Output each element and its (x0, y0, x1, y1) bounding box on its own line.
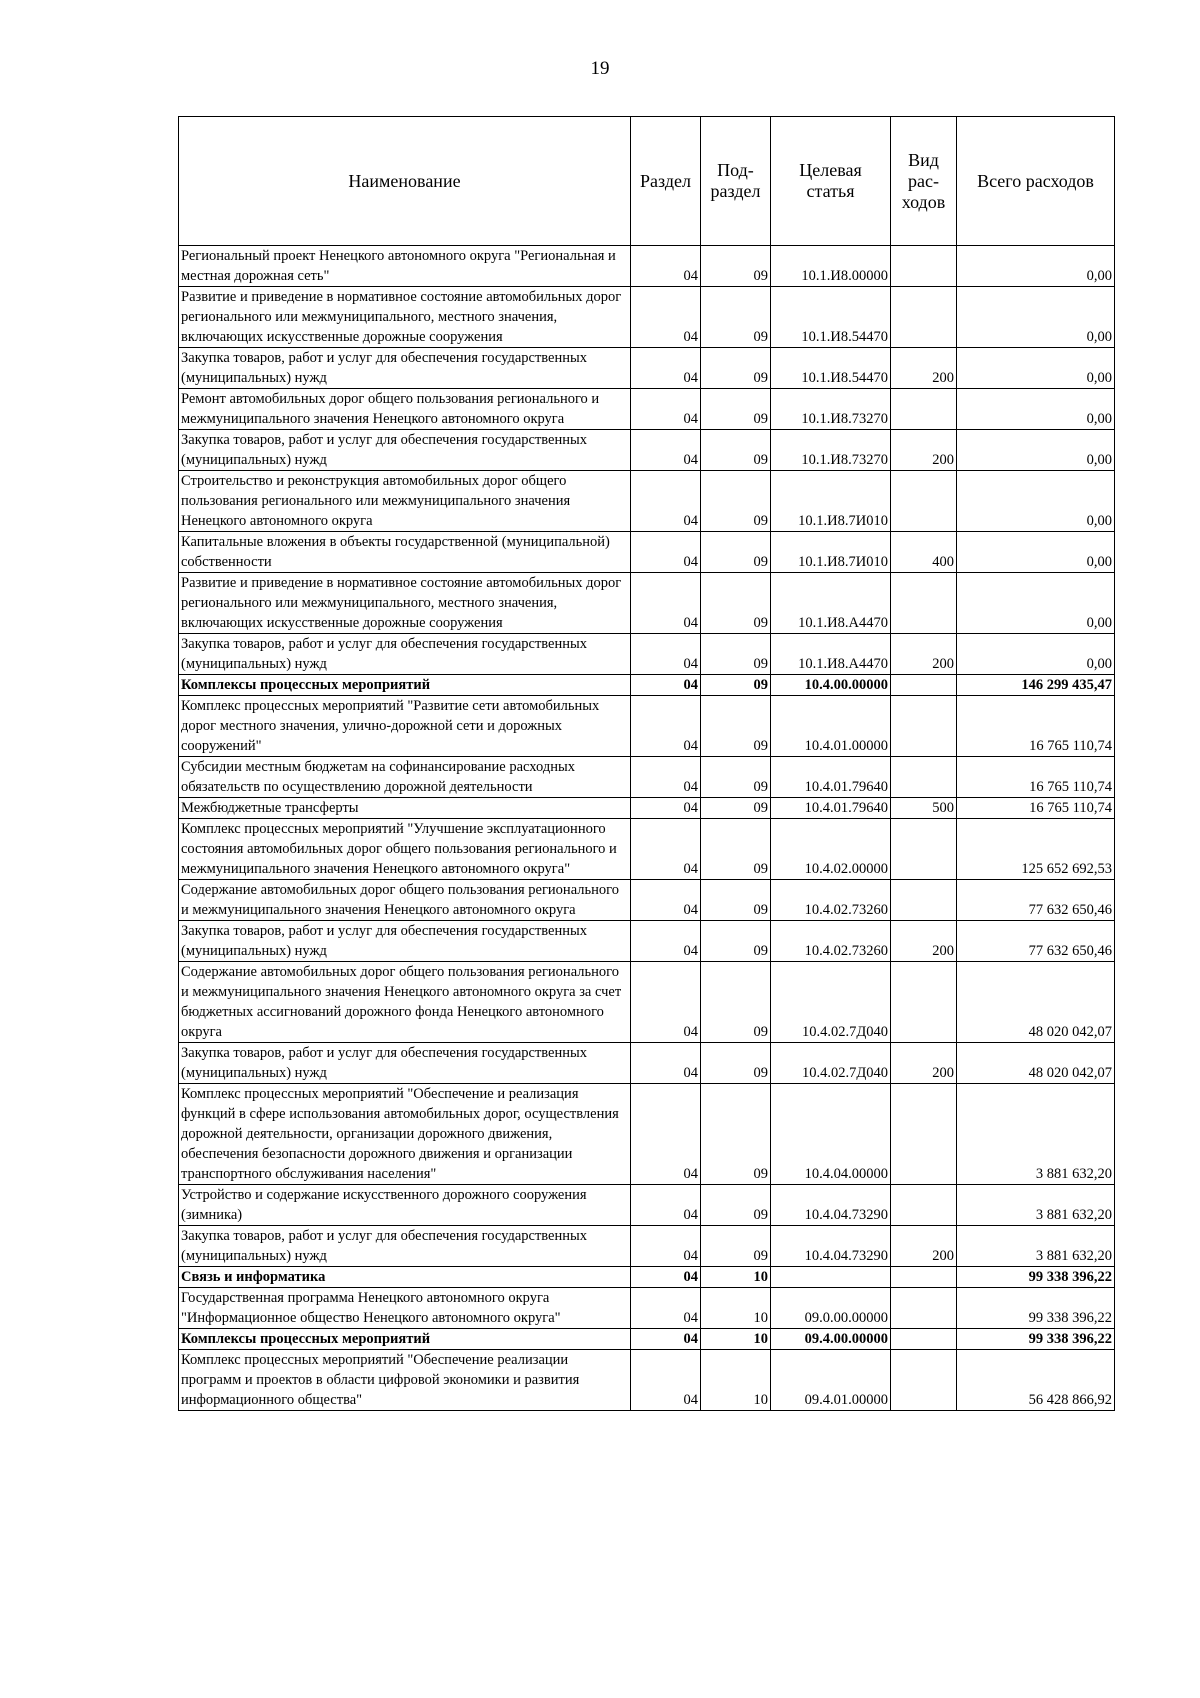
header-section: Раздел (631, 117, 701, 246)
cell-subsection: 10 (701, 1329, 771, 1350)
page-number: 19 (590, 58, 610, 79)
cell-section: 04 (631, 471, 701, 532)
table-row (179, 1084, 1115, 1185)
header-subsection: Под- раздел (701, 117, 771, 246)
table-row (179, 573, 1115, 634)
cell-target: 10.4.00.00000 (771, 675, 891, 696)
cell-kind (891, 675, 957, 696)
table-row (179, 430, 1115, 471)
table-row (179, 1185, 1115, 1226)
cell-target: 10.4.01.79640 (771, 757, 891, 798)
table-row (179, 634, 1115, 675)
cell-kind (891, 1084, 957, 1185)
cell-target: 09.4.01.00000 (771, 1350, 891, 1411)
cell-target: 10.4.01.79640 (771, 798, 891, 819)
cell-total: 48 020 042,07 (957, 1043, 1115, 1084)
cell-section: 04 (631, 921, 701, 962)
cell-target: 10.1.И8.73270 (771, 389, 891, 430)
cell-kind (891, 1288, 957, 1329)
cell-subsection: 09 (701, 798, 771, 819)
cell-target: 09.0.00.00000 (771, 1288, 891, 1329)
cell-section: 04 (631, 880, 701, 921)
cell-total: 0,00 (957, 573, 1115, 634)
table-body (179, 246, 1115, 1411)
budget-table (178, 116, 1115, 1411)
table-row (179, 287, 1115, 348)
cell-subsection: 09 (701, 634, 771, 675)
cell-target: 10.4.02.73260 (771, 880, 891, 921)
cell-name: Содержание автомобильных дорог общего пользования регионального и межмуниципального значения Ненецкого автономного округа (179, 880, 631, 921)
cell-target: 10.4.02.73260 (771, 921, 891, 962)
cell-subsection: 09 (701, 348, 771, 389)
cell-section: 04 (631, 1226, 701, 1267)
cell-target: 10.4.04.00000 (771, 1084, 891, 1185)
cell-subsection: 09 (701, 1043, 771, 1084)
cell-subsection: 09 (701, 757, 771, 798)
cell-kind (891, 1350, 957, 1411)
table-row (179, 471, 1115, 532)
cell-kind (891, 573, 957, 634)
cell-name: Региональный проект Ненецкого автономного округа "Региональная и местная дорожная сеть" (179, 246, 631, 287)
cell-target: 10.4.01.00000 (771, 696, 891, 757)
cell-section: 04 (631, 389, 701, 430)
cell-total: 16 765 110,74 (957, 696, 1115, 757)
cell-total: 0,00 (957, 471, 1115, 532)
cell-section: 04 (631, 962, 701, 1043)
cell-total: 99 338 396,22 (957, 1267, 1115, 1288)
cell-section: 04 (631, 634, 701, 675)
cell-total: 16 765 110,74 (957, 757, 1115, 798)
cell-name: Комплекс процессных мероприятий "Развитие сети автомобильных дорог местного значения, улично-дорожной сети и дорожных сооружений" (179, 696, 631, 757)
cell-target: 10.1.И8.00000 (771, 246, 891, 287)
cell-kind (891, 880, 957, 921)
cell-name: Комплексы процессных мероприятий (179, 1329, 631, 1350)
cell-section: 04 (631, 1185, 701, 1226)
cell-target: 10.1.И8.73270 (771, 430, 891, 471)
cell-section: 04 (631, 287, 701, 348)
cell-name: Развитие и приведение в нормативное состояние автомобильных дорог регионального или межмуниципального, местного значения, включающих искусственные дорожные сооружения (179, 573, 631, 634)
cell-name: Строительство и реконструкция автомобильных дорог общего пользования регионального или межмуниципального значения Ненецкого автономного округа (179, 471, 631, 532)
table-header-row (179, 117, 1115, 246)
cell-name: Государственная программа Ненецкого автономного округа "Информационное общество Ненецкого автономного округа" (179, 1288, 631, 1329)
cell-target: 10.1.И8.А4470 (771, 634, 891, 675)
cell-section: 04 (631, 696, 701, 757)
cell-total: 56 428 866,92 (957, 1350, 1115, 1411)
cell-target: 10.1.И8.А4470 (771, 573, 891, 634)
cell-kind (891, 1329, 957, 1350)
cell-section: 04 (631, 1350, 701, 1411)
cell-total: 99 338 396,22 (957, 1329, 1115, 1350)
cell-target: 10.4.02.00000 (771, 819, 891, 880)
header-total: Всего расходов (957, 117, 1115, 246)
cell-section: 04 (631, 819, 701, 880)
cell-section: 04 (631, 532, 701, 573)
cell-name: Закупка товаров, работ и услуг для обеспечения государственных (муниципальных) нужд (179, 1043, 631, 1084)
cell-section: 04 (631, 757, 701, 798)
cell-kind: 400 (891, 532, 957, 573)
cell-section: 04 (631, 1267, 701, 1288)
cell-total: 0,00 (957, 348, 1115, 389)
cell-kind (891, 389, 957, 430)
cell-subsection: 09 (701, 471, 771, 532)
cell-total: 16 765 110,74 (957, 798, 1115, 819)
cell-section: 04 (631, 348, 701, 389)
table-row (179, 675, 1115, 696)
cell-total: 0,00 (957, 287, 1115, 348)
cell-name: Капитальные вложения в объекты государственной (муниципальной) собственности (179, 532, 631, 573)
cell-subsection: 09 (701, 819, 771, 880)
table-row (179, 532, 1115, 573)
cell-subsection: 09 (701, 1084, 771, 1185)
cell-target: 10.1.И8.7И010 (771, 532, 891, 573)
cell-target: 10.4.02.7Д040 (771, 962, 891, 1043)
cell-kind (891, 1267, 957, 1288)
table-row (179, 962, 1115, 1043)
cell-name: Закупка товаров, работ и услуг для обеспечения государственных (муниципальных) нужд (179, 921, 631, 962)
cell-section: 04 (631, 1288, 701, 1329)
cell-target: 10.4.04.73290 (771, 1226, 891, 1267)
cell-subsection: 09 (701, 1185, 771, 1226)
cell-target: 09.4.00.00000 (771, 1329, 891, 1350)
cell-total: 3 881 632,20 (957, 1226, 1115, 1267)
cell-section: 04 (631, 1043, 701, 1084)
cell-total: 0,00 (957, 246, 1115, 287)
cell-name: Закупка товаров, работ и услуг для обеспечения государственных (муниципальных) нужд (179, 430, 631, 471)
cell-target: 10.1.И8.54470 (771, 348, 891, 389)
cell-kind (891, 819, 957, 880)
cell-target: 10.4.04.73290 (771, 1185, 891, 1226)
cell-subsection: 09 (701, 880, 771, 921)
cell-name: Связь и информатика (179, 1267, 631, 1288)
header-kind: Вид рас- ходов (891, 117, 957, 246)
cell-total: 3 881 632,20 (957, 1185, 1115, 1226)
cell-name: Ремонт автомобильных дорог общего пользования регионального и межмуниципального значения Ненецкого автономного округа (179, 389, 631, 430)
cell-kind (891, 1185, 957, 1226)
cell-name: Закупка товаров, работ и услуг для обеспечения государственных (муниципальных) нужд (179, 634, 631, 675)
cell-section: 04 (631, 246, 701, 287)
cell-subsection: 09 (701, 430, 771, 471)
table-row (179, 1226, 1115, 1267)
table-row (179, 246, 1115, 287)
cell-name: Комплекс процессных мероприятий "Обеспечение реализации программ и проектов в области цифровой экономики и развития информационного общества" (179, 1350, 631, 1411)
cell-kind (891, 962, 957, 1043)
cell-kind: 200 (891, 348, 957, 389)
cell-subsection: 09 (701, 246, 771, 287)
cell-kind (891, 696, 957, 757)
cell-target: 10.4.02.7Д040 (771, 1043, 891, 1084)
header-target: Целевая статья (771, 117, 891, 246)
table-row (179, 1350, 1115, 1411)
cell-subsection: 10 (701, 1288, 771, 1329)
table-row (179, 880, 1115, 921)
table-row (179, 819, 1115, 880)
cell-subsection: 09 (701, 696, 771, 757)
cell-name: Содержание автомобильных дорог общего пользования регионального и межмуниципального значения Ненецкого автономного округа за счет бюджетных ассигнований дорожного фонда Ненецкого автономного округа (179, 962, 631, 1043)
cell-name: Закупка товаров, работ и услуг для обеспечения государственных (муниципальных) нужд (179, 348, 631, 389)
cell-name: Субсидии местным бюджетам на софинансирование расходных обязательств по осуществлению дорожной деятельности (179, 757, 631, 798)
cell-total: 77 632 650,46 (957, 880, 1115, 921)
cell-kind: 200 (891, 634, 957, 675)
cell-kind: 200 (891, 921, 957, 962)
cell-subsection: 09 (701, 532, 771, 573)
table-row (179, 757, 1115, 798)
cell-section: 04 (631, 573, 701, 634)
cell-subsection: 09 (701, 921, 771, 962)
table-row (179, 1267, 1115, 1288)
cell-total: 0,00 (957, 634, 1115, 675)
cell-total: 3 881 632,20 (957, 1084, 1115, 1185)
cell-subsection: 09 (701, 675, 771, 696)
cell-section: 04 (631, 798, 701, 819)
cell-subsection: 09 (701, 573, 771, 634)
cell-subsection: 10 (701, 1350, 771, 1411)
table-row (179, 348, 1115, 389)
table-row (179, 696, 1115, 757)
table-row (179, 1043, 1115, 1084)
cell-section: 04 (631, 430, 701, 471)
cell-name: Межбюджетные трансферты (179, 798, 631, 819)
cell-name: Комплекс процессных мероприятий "Улучшение эксплуатационного состояния автомобильных дорог общего пользования регионального и межмуниципального значения Ненецкого автономного округа" (179, 819, 631, 880)
cell-name: Развитие и приведение в нормативное состояние автомобильных дорог регионального или межмуниципального, местного значения, включающих искусственные дорожные сооружения (179, 287, 631, 348)
cell-subsection: 09 (701, 1226, 771, 1267)
cell-total: 0,00 (957, 532, 1115, 573)
cell-kind: 500 (891, 798, 957, 819)
cell-total: 0,00 (957, 389, 1115, 430)
cell-subsection: 09 (701, 287, 771, 348)
cell-kind (891, 246, 957, 287)
cell-total: 99 338 396,22 (957, 1288, 1115, 1329)
table-row (179, 389, 1115, 430)
table-row (179, 1288, 1115, 1329)
cell-kind (891, 757, 957, 798)
cell-name: Комплексы процессных мероприятий (179, 675, 631, 696)
cell-kind: 200 (891, 430, 957, 471)
cell-kind: 200 (891, 1226, 957, 1267)
table-row (179, 798, 1115, 819)
cell-target: 10.1.И8.7И010 (771, 471, 891, 532)
cell-total: 48 020 042,07 (957, 962, 1115, 1043)
cell-section: 04 (631, 1084, 701, 1185)
cell-total: 0,00 (957, 430, 1115, 471)
table-row (179, 921, 1115, 962)
cell-total: 125 652 692,53 (957, 819, 1115, 880)
cell-kind (891, 471, 957, 532)
cell-subsection: 09 (701, 389, 771, 430)
cell-subsection: 09 (701, 962, 771, 1043)
cell-target (771, 1267, 891, 1288)
cell-kind: 200 (891, 1043, 957, 1084)
cell-kind (891, 287, 957, 348)
cell-section: 04 (631, 675, 701, 696)
cell-total: 77 632 650,46 (957, 921, 1115, 962)
cell-subsection: 10 (701, 1267, 771, 1288)
table-row (179, 1329, 1115, 1350)
cell-target: 10.1.И8.54470 (771, 287, 891, 348)
cell-total: 146 299 435,47 (957, 675, 1115, 696)
header-name: Наименование (179, 117, 631, 246)
cell-section: 04 (631, 1329, 701, 1350)
cell-name: Устройство и содержание искусственного дорожного сооружения (зимника) (179, 1185, 631, 1226)
cell-name: Закупка товаров, работ и услуг для обеспечения государственных (муниципальных) нужд (179, 1226, 631, 1267)
cell-name: Комплекс процессных мероприятий "Обеспечение и реализация функций в сфере использования автомобильных дорог, осуществления дорожной деятельности, организации дорожного движения, обеспечения безопасности дорожного движения и организации транспортного обслуживания населения" (179, 1084, 631, 1185)
